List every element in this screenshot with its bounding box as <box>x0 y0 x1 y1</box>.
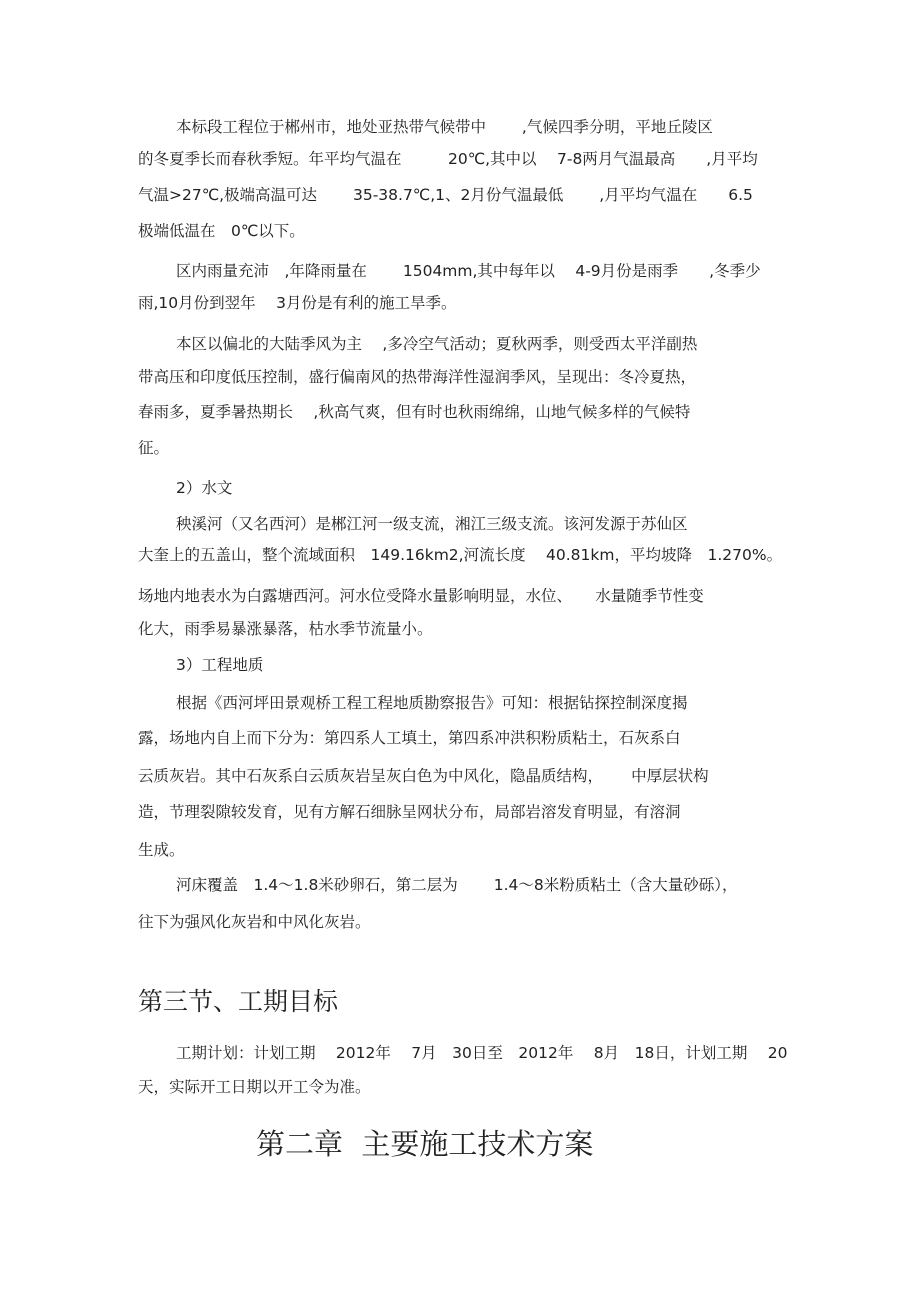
climate-p1-line1: 本标段工程位于郴州市，地处亚热带气候带中 ,气候四季分明，平地丘陵区 <box>176 118 713 136</box>
geo-p1-line5: 生成。 <box>138 841 185 859</box>
geo-p1-line4: 造，节理裂隙较发育，见有方解石细脉呈网状分布，局部岩溶发育明显，有溶洞 <box>138 803 681 821</box>
climate-p3-line1: 本区以偏北的大陆季风为主 ,多冷空气活动；夏秋两季，则受西太平洋副热 <box>176 335 698 353</box>
climate-p1-line3: 气温>27℃,极端高温可达 35-38.7℃,1、2月份气温最低 ,月平均气温在 6.5 <box>138 186 753 204</box>
chapter2-title: 第二章 主要施工技术方案 <box>256 1127 594 1161</box>
geo-p2-line2: 往下为强风化灰岩和中风化灰岩。 <box>138 913 371 931</box>
hydro-p1-line4: 化大，雨季易暴涨暴落，枯水季节流量小。 <box>138 620 433 638</box>
geo-p1-line1: 根据《西河坪田景观桥工程工程地质勘察报告》可知：根据钻探控制深度揭 <box>176 694 688 712</box>
hydro-p1-line1: 秧溪河（又名西河）是郴江河一级支流，湘江三级支流。该河发源于苏仙区 <box>176 515 688 533</box>
hydro-p1-line3: 场地内地表水为白露塘西河。河水位受降水量影响明显，水位、 水量随季节性变 <box>138 587 704 605</box>
geo-heading: 3）工程地质 <box>176 656 264 674</box>
climate-p3-line2: 带高压和印度低压控制，盛行偏南风的热带海洋性湿润季风，呈现出：冬冷夏热， <box>138 368 697 386</box>
climate-p1-line4: 极端低温在 0℃以下。 <box>138 222 305 240</box>
climate-p3-line4: 征。 <box>138 439 170 457</box>
climate-p1-line2: 的冬夏季长而春秋季短。年平均气温在 20℃,其中以 7-8两月气温最高 ,月平均 <box>138 150 758 168</box>
climate-p2-line1: 区内雨量充沛 ,年降雨量在 1504mm,其中每年以 4-9月份是雨季 ,冬季少 <box>176 262 761 280</box>
hydro-p1-line2: 大奎上的五盖山，整个流域面积 149.16km2,河流长度 40.81km，平均坡降 1.270%。 <box>138 546 783 564</box>
geo-p1-line2: 露，场地内自上而下分为：第四系人工填土，第四系冲洪积粉质粘土，石灰系白 <box>138 729 681 747</box>
climate-p3-line3: 春雨多，夏季暑热期长 ,秋高气爽，但有时也秋雨绵绵，山地气候多样的气候特 <box>138 403 691 421</box>
hydro-heading: 2）水文 <box>176 479 233 497</box>
climate-p2-line2: 雨,10月份到翌年 3月份是有利的施工旱季。 <box>138 294 457 312</box>
geo-p1-line3: 云质灰岩。其中石灰系白云质灰岩呈灰白色为中风化，隐晶质结构， 中厚层状构 <box>138 767 709 785</box>
section3-title: 第三节、工期目标 <box>138 987 339 1016</box>
schedule-line1: 工期计划：计划工期 2012年 7月 30日至 2012年 8月 18日，计划工期 20 <box>176 1044 788 1062</box>
schedule-line2: 天，实际开工日期以开工令为准。 <box>138 1078 371 1096</box>
geo-p2-line1: 河床覆盖 1.4～1.8米砂卵石，第二层为 1.4～8米粉质粘土（含大量砂砾）， <box>176 876 738 894</box>
